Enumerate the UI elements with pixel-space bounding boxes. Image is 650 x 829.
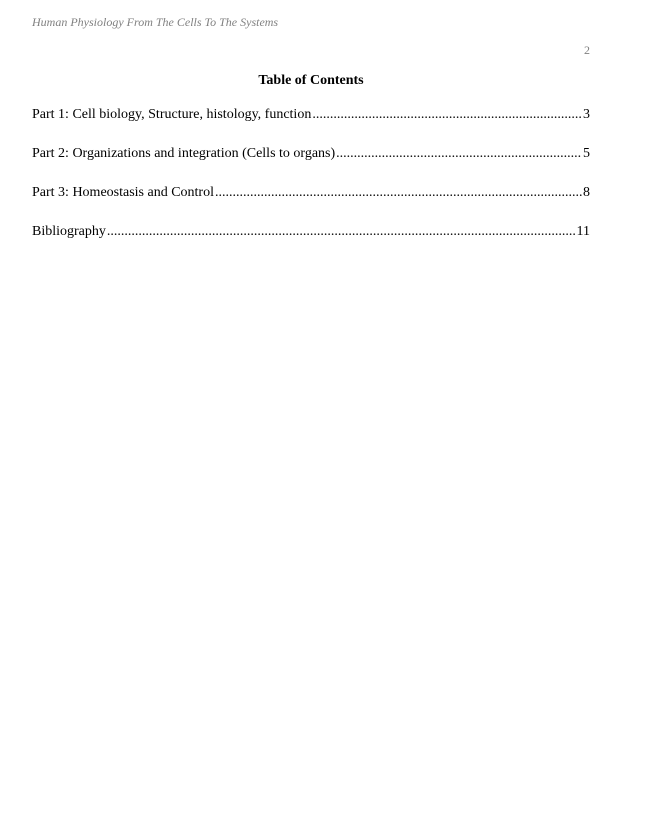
running-head: Human Physiology From The Cells To The Systems [32,15,279,29]
dot-leader [215,184,582,202]
toc-entry-part-2[interactable] [32,145,590,184]
toc-entry-page: 3 [583,107,590,122]
toc-entry-title: Part 3: Homeostasis and Control [32,185,214,200]
dot-leader [312,106,582,124]
toc-entry-page: 11 [576,224,590,239]
toc-entry-page: 8 [583,185,590,200]
toc-entry-part-3[interactable] [32,184,590,223]
toc-heading: Table of Contents [258,73,364,88]
toc-entry-title: Bibliography [32,224,106,239]
page-number: 2 [584,43,590,57]
toc-entry-page: 5 [583,146,590,161]
dot-leader [107,223,576,241]
toc-entry-bibliography[interactable] [32,223,590,262]
dot-leader [336,145,582,163]
toc-entry-title: Part 1: Cell biology, Structure, histology, function [32,107,312,122]
toc-entry-title: Part 2: Organizations and integration (Cells to organs) [32,146,336,161]
table-of-contents [32,106,590,262]
toc-entry-part-1[interactable] [32,106,590,145]
